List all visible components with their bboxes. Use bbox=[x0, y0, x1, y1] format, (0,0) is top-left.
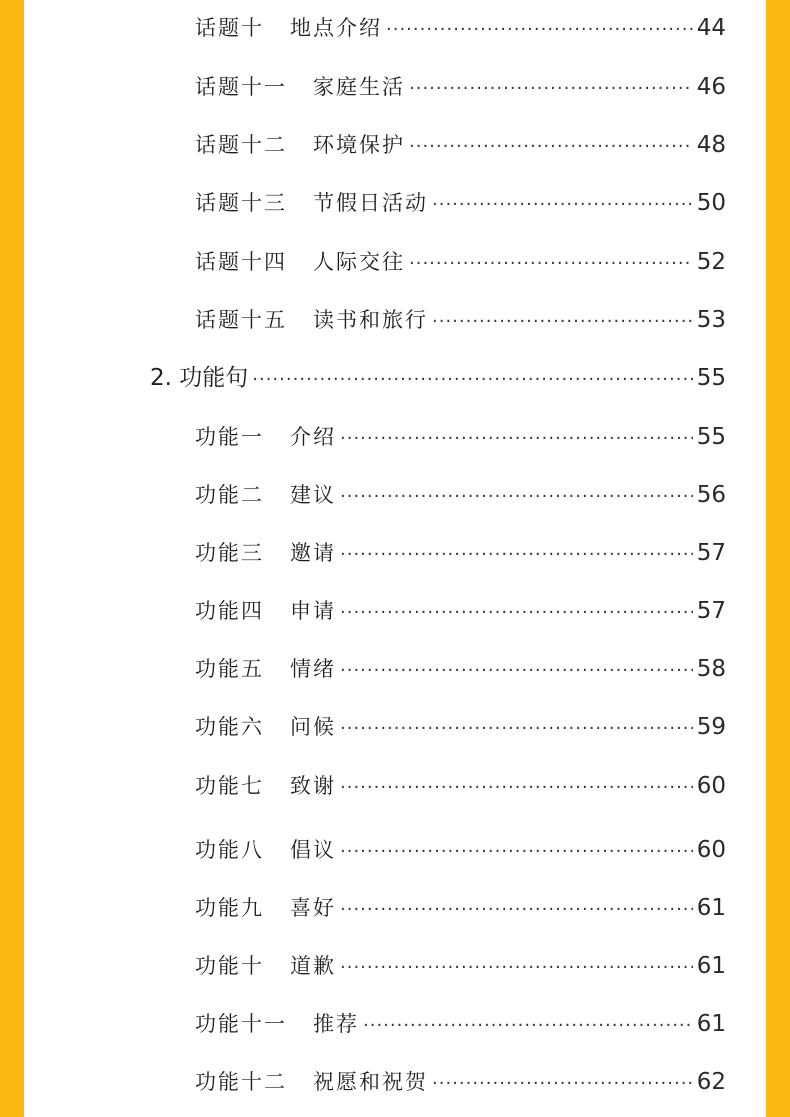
toc-entry-title: 申请 bbox=[290, 599, 336, 623]
toc-entry-number: 话题十四 bbox=[195, 250, 287, 274]
dot-leader bbox=[340, 893, 693, 927]
toc-entry-number: 功能三 bbox=[195, 541, 264, 565]
toc-page-number: 61 bbox=[696, 1011, 726, 1037]
dot-leader bbox=[340, 422, 693, 456]
toc-page-number: 60 bbox=[696, 837, 726, 863]
toc-entry-title: 致谢 bbox=[290, 774, 336, 798]
toc-page-number: 57 bbox=[696, 540, 726, 566]
dot-leader bbox=[432, 1067, 693, 1101]
toc-entry-number: 话题十五 bbox=[195, 308, 287, 332]
toc-section-title: 2. 功能句 bbox=[150, 365, 249, 391]
dot-leader bbox=[432, 188, 693, 222]
toc-page-number: 59 bbox=[696, 714, 726, 740]
toc-entry-title: 祝愿和祝贺 bbox=[313, 1070, 428, 1094]
toc-entry-number: 话题十二 bbox=[195, 133, 287, 157]
toc-entry-function-11[interactable] bbox=[195, 1007, 726, 1041]
toc-page-number: 56 bbox=[696, 482, 726, 508]
toc-entry-title: 推荐 bbox=[313, 1012, 359, 1036]
dot-leader bbox=[340, 596, 693, 630]
dot-leader bbox=[409, 130, 693, 164]
dot-leader bbox=[386, 13, 693, 47]
toc-page-number: 46 bbox=[696, 74, 726, 100]
toc-entry-title: 问候 bbox=[290, 715, 336, 739]
dot-leader bbox=[340, 835, 693, 869]
toc-page-number: 44 bbox=[696, 15, 726, 41]
toc-page-number: 61 bbox=[696, 895, 726, 921]
dot-leader bbox=[340, 951, 693, 985]
toc-entry-topic-13[interactable] bbox=[195, 186, 726, 220]
toc-entry-title: 地点介绍 bbox=[290, 16, 382, 40]
dot-leader bbox=[340, 654, 693, 688]
toc-entry-number: 功能六 bbox=[195, 715, 264, 739]
toc-page-number: 50 bbox=[696, 190, 726, 216]
toc-entry-number: 功能九 bbox=[195, 896, 264, 920]
toc-entry-title: 道歉 bbox=[290, 954, 336, 978]
toc-entry-title: 人际交往 bbox=[313, 250, 405, 274]
dot-leader bbox=[363, 1009, 693, 1043]
dot-leader bbox=[409, 72, 693, 106]
toc-page-number: 61 bbox=[696, 953, 726, 979]
toc-page-number: 60 bbox=[696, 773, 726, 799]
toc-entry-title: 情绪 bbox=[290, 657, 336, 681]
toc-entry-title: 环境保护 bbox=[313, 133, 405, 157]
toc-entry-number: 功能五 bbox=[195, 657, 264, 681]
dot-leader bbox=[432, 305, 693, 339]
toc-page-number: 55 bbox=[696, 365, 726, 391]
toc-entry-title: 介绍 bbox=[290, 425, 336, 449]
dot-leader bbox=[409, 247, 693, 281]
toc-page-number: 62 bbox=[696, 1069, 726, 1095]
toc-page-number: 55 bbox=[696, 424, 726, 450]
toc-entry-function-3[interactable] bbox=[195, 536, 726, 570]
toc-entry-number: 功能十一 bbox=[195, 1012, 287, 1036]
toc-entry-topic-10[interactable] bbox=[195, 11, 726, 45]
toc-page-number: 58 bbox=[696, 656, 726, 682]
toc-entry-topic-14[interactable] bbox=[195, 245, 726, 279]
toc-entry-number: 功能十二 bbox=[195, 1070, 287, 1094]
toc-page-number: 53 bbox=[696, 307, 726, 333]
toc-entry-topic-12[interactable] bbox=[195, 128, 726, 162]
toc-page-number: 48 bbox=[696, 132, 726, 158]
toc-entry-title: 节假日活动 bbox=[313, 191, 428, 215]
toc-entry-title: 家庭生活 bbox=[313, 75, 405, 99]
toc-entry-title: 喜好 bbox=[290, 896, 336, 920]
toc-entry-function-10[interactable] bbox=[195, 949, 726, 983]
toc-entry-number: 话题十一 bbox=[195, 75, 287, 99]
toc-entry-number: 功能七 bbox=[195, 774, 264, 798]
toc-page-number: 57 bbox=[696, 598, 726, 624]
toc-entry-title: 读书和旅行 bbox=[313, 308, 428, 332]
toc-entry-function-6[interactable] bbox=[195, 710, 726, 744]
dot-leader bbox=[340, 712, 693, 746]
toc-page-number: 52 bbox=[696, 249, 726, 275]
dot-leader bbox=[340, 538, 693, 572]
toc-entry-function-2[interactable] bbox=[195, 478, 726, 512]
dot-leader bbox=[340, 480, 693, 514]
toc-entry-title: 倡议 bbox=[290, 838, 336, 862]
dot-leader bbox=[252, 363, 692, 397]
toc-entry-title: 建议 bbox=[290, 483, 336, 507]
toc-entry-topic-11[interactable] bbox=[195, 70, 726, 104]
toc-entry-function-1[interactable] bbox=[195, 420, 726, 454]
toc-entry-title: 邀请 bbox=[290, 541, 336, 565]
toc-entry-function-9[interactable] bbox=[195, 891, 726, 925]
toc-entry-function-12[interactable] bbox=[195, 1065, 726, 1099]
toc-entry-function-5[interactable] bbox=[195, 652, 726, 686]
toc-entry-number: 功能二 bbox=[195, 483, 264, 507]
toc-entry-function-7[interactable] bbox=[195, 769, 726, 803]
toc-entry-number: 功能四 bbox=[195, 599, 264, 623]
toc-entry-number: 话题十 bbox=[195, 16, 264, 40]
toc-entry-function-8[interactable] bbox=[195, 833, 726, 867]
dot-leader bbox=[340, 771, 693, 805]
toc-section-functional-sentences[interactable] bbox=[150, 361, 726, 395]
toc-entry-number: 功能八 bbox=[195, 838, 264, 862]
toc-entry-topic-15[interactable] bbox=[195, 303, 726, 337]
toc-entry-number: 功能一 bbox=[195, 425, 264, 449]
toc-entry-number: 话题十三 bbox=[195, 191, 287, 215]
toc-entry-function-4[interactable] bbox=[195, 594, 726, 628]
toc-entry-number: 功能十 bbox=[195, 954, 264, 978]
